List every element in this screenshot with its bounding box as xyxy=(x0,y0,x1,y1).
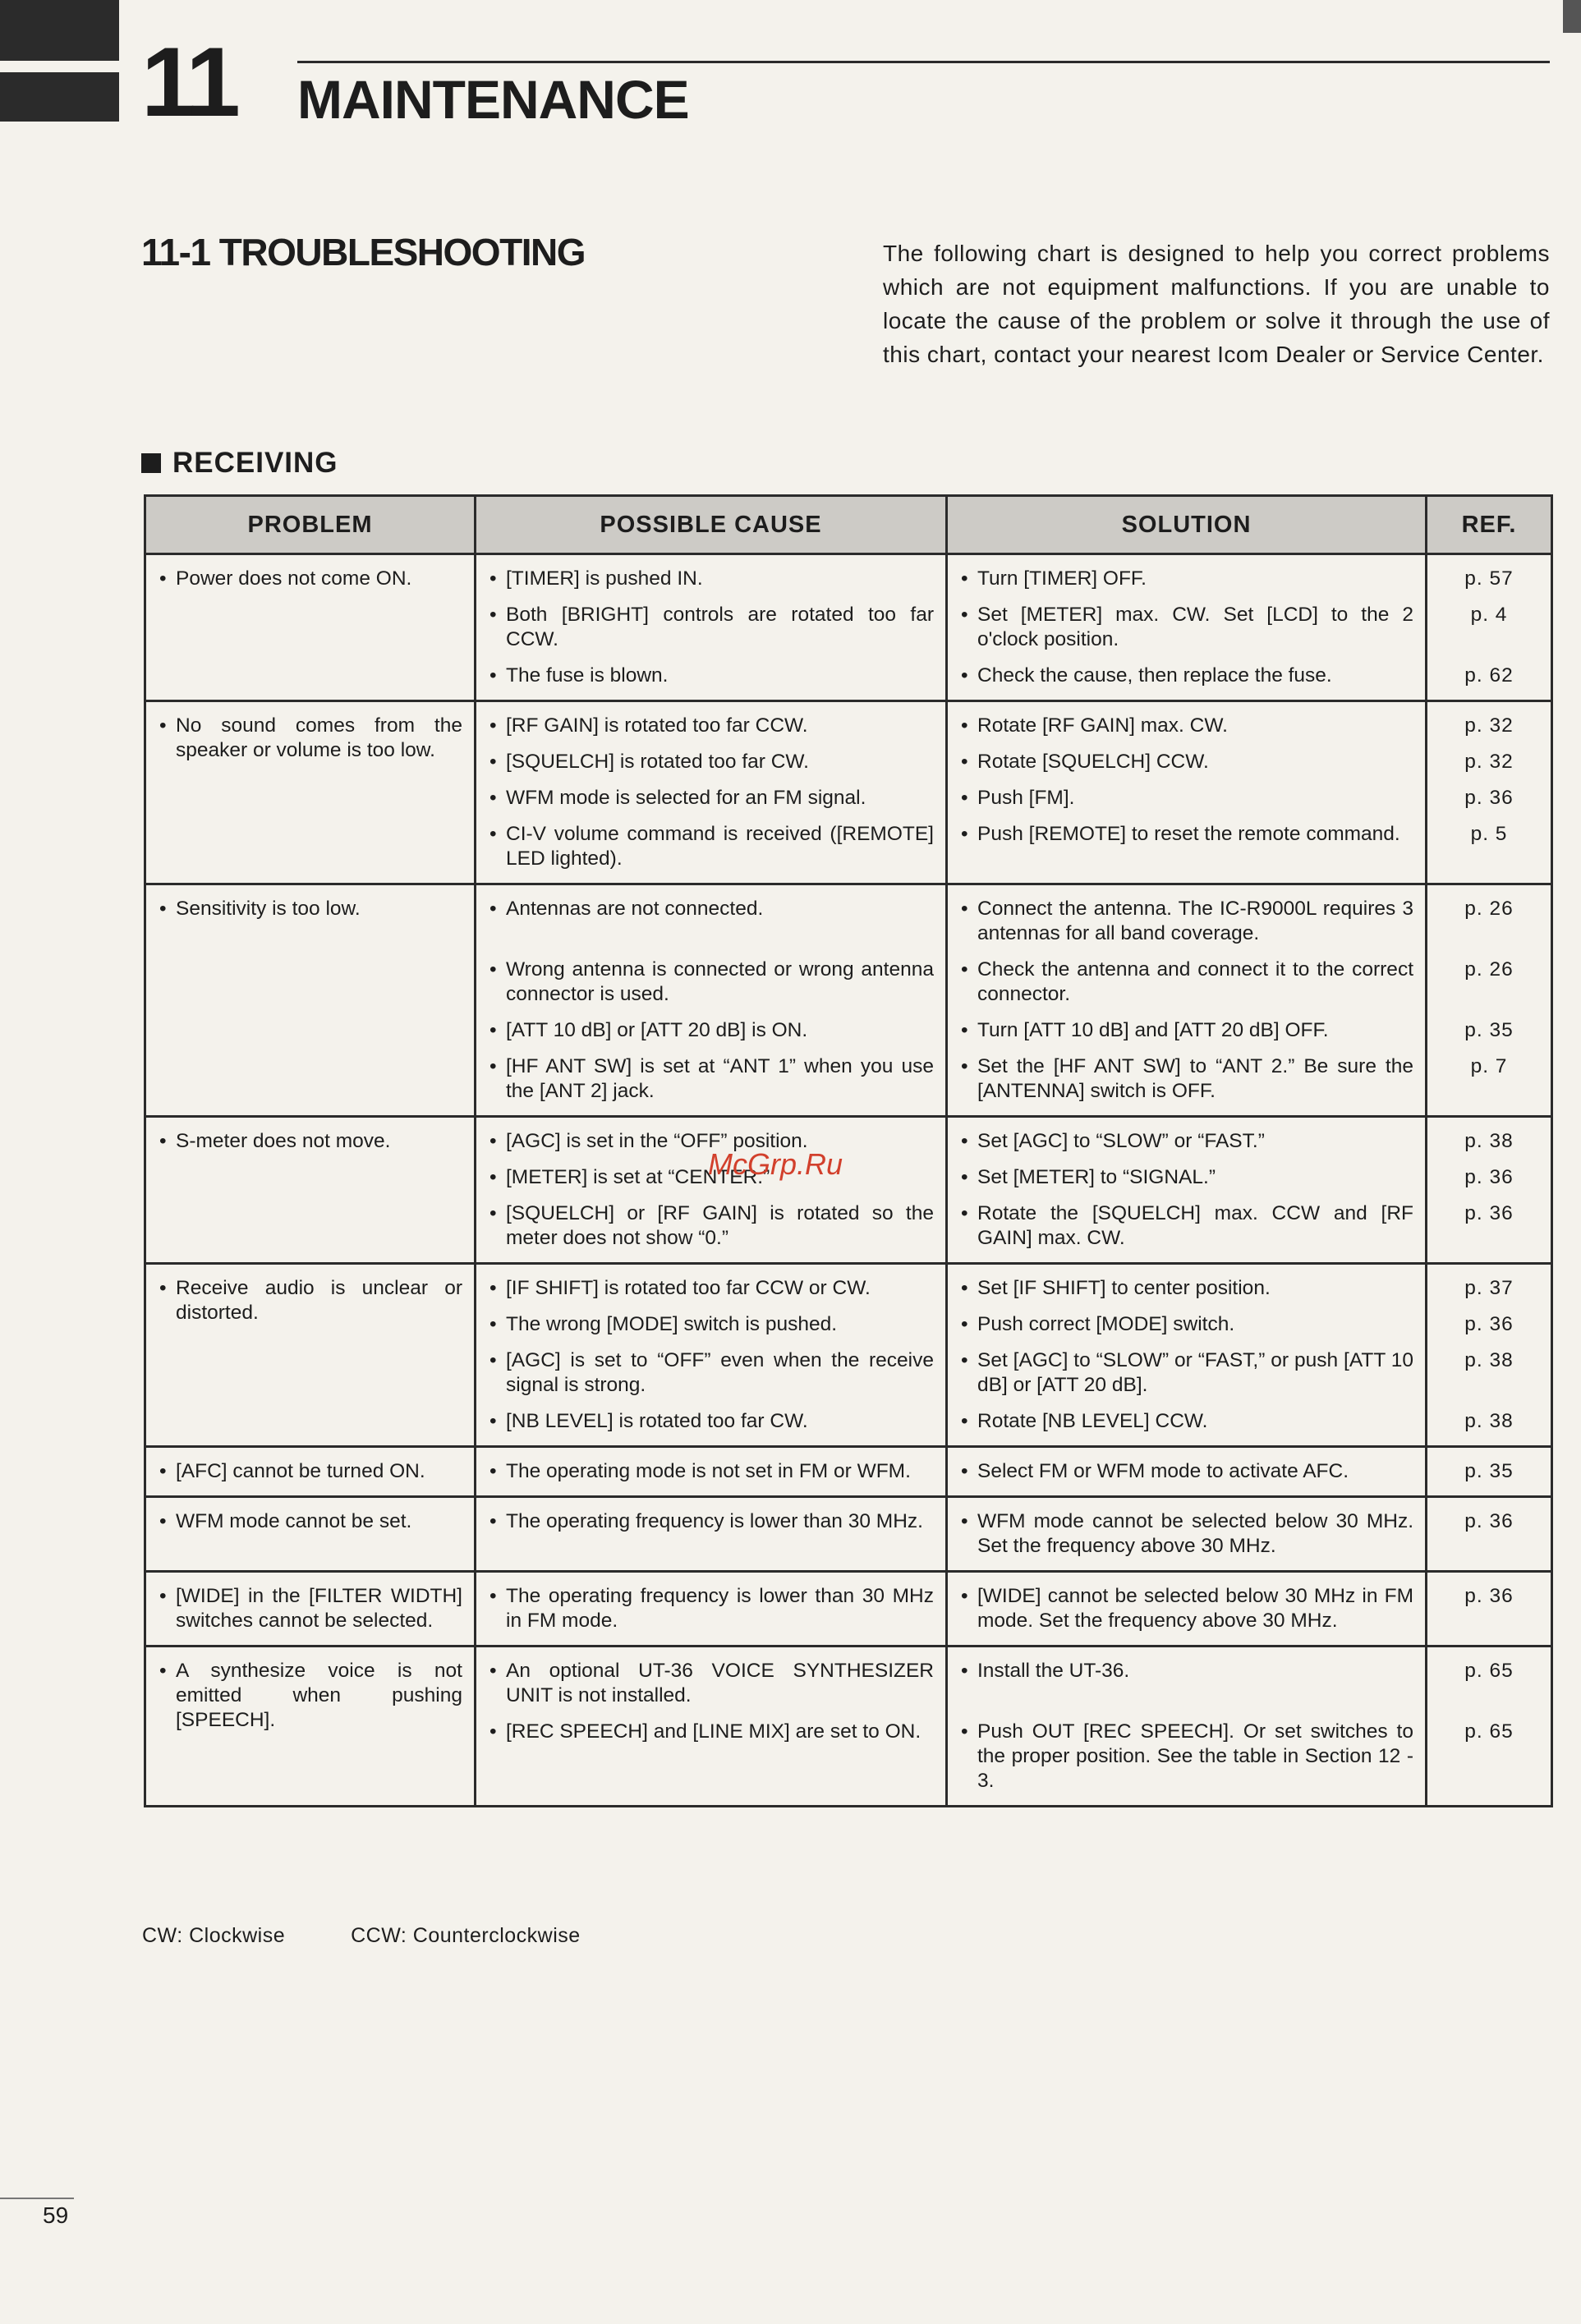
solution-item: • Rotate [RF GAIN] max. CW. xyxy=(959,714,1413,738)
solution-item: • Set [IF SHIFT] to center position. xyxy=(959,1276,1413,1301)
solution-item: • Set [AGC] to “SLOW” or “FAST.” xyxy=(959,1129,1413,1154)
cause-item: • [METER] is set at “CENTER.” xyxy=(488,1165,934,1190)
ref-item: p. 32 xyxy=(1464,714,1514,737)
cause-cell xyxy=(476,884,947,1117)
table-header-row xyxy=(145,496,1552,554)
problem-text: • [WIDE] in the [FILTER WIDTH] switches cannot be selected. xyxy=(158,1584,462,1633)
problem-text: • WFM mode cannot be set. xyxy=(158,1509,462,1534)
table-body xyxy=(145,554,1552,1807)
ref-cell xyxy=(1427,1117,1552,1264)
solution-cell xyxy=(947,701,1427,884)
problem-text: • [AFC] cannot be turned ON. xyxy=(158,1459,462,1484)
cause-item: • The wrong [MODE] switch is pushed. xyxy=(488,1312,934,1337)
solution-cell xyxy=(947,1117,1427,1264)
cause-item: • [SQUELCH] is rotated too far CW. xyxy=(488,750,934,774)
ref-item: p. 26 xyxy=(1464,958,1514,981)
solution-item: • Turn [TIMER] OFF. xyxy=(959,567,1413,591)
table-row xyxy=(145,1647,1552,1807)
ref-item: p. 35 xyxy=(1464,1460,1514,1482)
table-row xyxy=(145,554,1552,701)
footnote-ccw: CCW: Counterclockwise xyxy=(351,1924,581,1947)
solution-cell xyxy=(947,1647,1427,1807)
ref-item: p. 7 xyxy=(1470,1055,1508,1077)
solution-item: • Push [FM]. xyxy=(959,786,1413,811)
problem-text: • Power does not come ON. xyxy=(158,567,462,591)
ref-cell xyxy=(1427,554,1552,701)
cause-item: • CI-V volume command is received ([REMOTE] LED lighted). xyxy=(488,822,934,871)
solution-cell xyxy=(947,1497,1427,1572)
table-row xyxy=(145,1264,1552,1447)
table-row xyxy=(145,1572,1552,1647)
solution-item: • Rotate [SQUELCH] CCW. xyxy=(959,750,1413,774)
ref-item: p. 57 xyxy=(1464,567,1514,590)
problem-cell xyxy=(145,554,476,701)
ref-cell xyxy=(1427,1447,1552,1497)
section-title: 11-1 TROUBLESHOOTING xyxy=(141,231,585,273)
ref-item: p. 37 xyxy=(1464,1277,1514,1299)
problem-cell xyxy=(145,1647,476,1807)
problem-text: • Sensitivity is too low. xyxy=(158,897,462,921)
solution-item: • Push correct [MODE] switch. xyxy=(959,1312,1413,1337)
subheading-receiving xyxy=(141,447,338,480)
cause-cell xyxy=(476,1497,947,1572)
watermark-logo: McGrp.Ru xyxy=(708,1147,843,1181)
solution-item: • Push [REMOTE] to reset the remote command. xyxy=(959,822,1413,871)
troubleshooting-table xyxy=(144,494,1553,1807)
cause-item: • The fuse is blown. xyxy=(488,664,934,688)
problem-cell xyxy=(145,1117,476,1264)
problem-cell xyxy=(145,1264,476,1447)
solution-cell xyxy=(947,1264,1427,1447)
ref-cell xyxy=(1427,884,1552,1117)
square-bullet-icon xyxy=(141,453,161,473)
solution-item: • Push OUT [REC SPEECH]. Or set switches to the proper position. See the table in Section 12 - 3. xyxy=(959,1720,1413,1794)
cause-item: • [IF SHIFT] is rotated too far CCW or CW. xyxy=(488,1276,934,1301)
solution-item: • Select FM or WFM mode to activate AFC. xyxy=(959,1459,1413,1484)
ref-item: p. 36 xyxy=(1464,787,1514,809)
problem-cell xyxy=(145,884,476,1117)
cause-item: • [ATT 10 dB] or [ATT 20 dB] is ON. xyxy=(488,1018,934,1043)
cause-item: • [AGC] is set in the “OFF” position. xyxy=(488,1129,934,1154)
ref-item: p. 36 xyxy=(1464,1202,1514,1224)
cause-cell xyxy=(476,1264,947,1447)
ref-item: p. 38 xyxy=(1464,1130,1514,1152)
solution-item: • Set [METER] max. CW. Set [LCD] to the 2 o'clock position. xyxy=(959,603,1413,652)
table-row xyxy=(145,1117,1552,1264)
solution-item: • Rotate [NB LEVEL] CCW. xyxy=(959,1409,1413,1434)
cause-item: • The operating frequency is lower than 30 MHz in FM mode. xyxy=(488,1584,934,1633)
problem-text: • A synthesize voice is not emitted when pushing [SPEECH]. xyxy=(158,1659,462,1733)
cause-item: • [RF GAIN] is rotated too far CCW. xyxy=(488,714,934,738)
problem-text: • Receive audio is unclear or distorted. xyxy=(158,1276,462,1325)
problem-cell xyxy=(145,1572,476,1647)
solution-item: • Turn [ATT 10 dB] and [ATT 20 dB] OFF. xyxy=(959,1018,1413,1043)
subheading-label: RECEIVING xyxy=(172,447,338,479)
solution-item: • Connect the antenna. The IC-R9000L requires 3 antennas for all band coverage. xyxy=(959,897,1413,946)
solution-item: • Install the UT-36. xyxy=(959,1659,1413,1708)
ref-item: p. 35 xyxy=(1464,1019,1514,1041)
ref-cell xyxy=(1427,1647,1552,1807)
ref-item: p. 65 xyxy=(1464,1720,1514,1743)
chapter-title: MAINTENANCE xyxy=(297,69,689,130)
cause-item: • The operating mode is not set in FM or WFM. xyxy=(488,1459,934,1484)
ref-cell xyxy=(1427,1264,1552,1447)
chapter-number: 11 xyxy=(141,27,236,137)
cause-cell xyxy=(476,701,947,884)
problem-text: • S-meter does not move. xyxy=(158,1129,462,1154)
problem-text: • No sound comes from the speaker or volume is too low. xyxy=(158,714,462,763)
header-solution: SOLUTION xyxy=(947,496,1427,554)
chapter-tab-notch xyxy=(0,61,119,72)
solution-cell xyxy=(947,884,1427,1117)
cause-cell xyxy=(476,1447,947,1497)
cause-item: • [TIMER] is pushed IN. xyxy=(488,567,934,591)
ref-item: p. 36 xyxy=(1464,1166,1514,1188)
solution-cell xyxy=(947,1572,1427,1647)
solution-item: • Set [METER] to “SIGNAL.” xyxy=(959,1165,1413,1190)
cause-cell xyxy=(476,1117,947,1264)
table-row xyxy=(145,884,1552,1117)
footnote xyxy=(142,1924,581,1948)
header-cause: POSSIBLE CAUSE xyxy=(476,496,947,554)
solution-item: • Set [AGC] to “SLOW” or “FAST,” or push [ATT 10 dB] or [ATT 20 dB]. xyxy=(959,1348,1413,1398)
ref-item: p. 62 xyxy=(1464,664,1514,687)
cause-item: • Antennas are not connected. xyxy=(488,897,934,946)
cause-item: • An optional UT-36 VOICE SYNTHESIZER UNIT is not installed. xyxy=(488,1659,934,1708)
table-row xyxy=(145,1497,1552,1572)
solution-cell xyxy=(947,1447,1427,1497)
page-number-rule xyxy=(0,2198,74,2199)
page-number: 59 xyxy=(43,2202,69,2228)
cause-item: • The operating frequency is lower than 30 MHz. xyxy=(488,1509,934,1559)
problem-cell xyxy=(145,701,476,884)
cause-item: • [AGC] is set to “OFF” even when the receive signal is strong. xyxy=(488,1348,934,1398)
cause-cell xyxy=(476,554,947,701)
solution-item: • Rotate the [SQUELCH] max. CCW and [RF GAIN] max. CW. xyxy=(959,1201,1413,1251)
ref-item: p. 36 xyxy=(1464,1510,1514,1532)
solution-item: • [WIDE] cannot be selected below 30 MHz in FM mode. Set the frequency above 30 MHz. xyxy=(959,1584,1413,1633)
ref-item: p. 4 xyxy=(1470,604,1508,626)
cause-item: • Both [BRIGHT] controls are rotated too far CCW. xyxy=(488,603,934,652)
section-intro: The following chart is designed to help you correct problems which are not equipment malfunctions. If you are unable to locate the cause of the problem or solve it through the use of this chart, contact your nearest Icom Dealer or Service Center. xyxy=(883,241,1550,367)
ref-item: p. 26 xyxy=(1464,898,1514,920)
header-ref: REF. xyxy=(1427,496,1552,554)
ref-cell xyxy=(1427,701,1552,884)
cause-item: • [REC SPEECH] and [LINE MIX] are set to ON. xyxy=(488,1720,934,1794)
table-row xyxy=(145,1447,1552,1497)
ref-item: p. 38 xyxy=(1464,1410,1514,1432)
problem-cell xyxy=(145,1497,476,1572)
page-edge-mark xyxy=(1563,0,1581,33)
ref-item: p. 36 xyxy=(1464,1313,1514,1335)
solution-cell xyxy=(947,554,1427,701)
cause-cell xyxy=(476,1572,947,1647)
ref-cell xyxy=(1427,1497,1552,1572)
ref-item: p. 65 xyxy=(1464,1660,1514,1682)
header-rule xyxy=(297,61,1550,63)
table-row xyxy=(145,701,1552,884)
cause-item: • [SQUELCH] or [RF GAIN] is rotated so the meter does not show “0.” xyxy=(488,1201,934,1251)
footnote-cw: CW: Clockwise xyxy=(142,1924,286,1947)
cause-item: • [HF ANT SW] is set at “ANT 1” when you use the [ANT 2] jack. xyxy=(488,1054,934,1104)
problem-cell xyxy=(145,1447,476,1497)
cause-cell xyxy=(476,1647,947,1807)
solution-item: • Check the cause, then replace the fuse. xyxy=(959,664,1413,688)
cause-item: • Wrong antenna is connected or wrong antenna connector is used. xyxy=(488,958,934,1007)
ref-cell xyxy=(1427,1572,1552,1647)
ref-item: p. 5 xyxy=(1470,823,1508,845)
ref-item: p. 38 xyxy=(1464,1349,1514,1371)
solution-item: • WFM mode cannot be selected below 30 MHz. Set the frequency above 30 MHz. xyxy=(959,1509,1413,1559)
header-problem: PROBLEM xyxy=(145,496,476,554)
cause-item: • [NB LEVEL] is rotated too far CW. xyxy=(488,1409,934,1434)
cause-item: • WFM mode is selected for an FM signal. xyxy=(488,786,934,811)
ref-item: p. 36 xyxy=(1464,1585,1514,1607)
solution-item: • Check the antenna and connect it to the correct connector. xyxy=(959,958,1413,1007)
solution-item: • Set the [HF ANT SW] to “ANT 2.” Be sure the [ANTENNA] switch is OFF. xyxy=(959,1054,1413,1104)
ref-item: p. 32 xyxy=(1464,751,1514,773)
